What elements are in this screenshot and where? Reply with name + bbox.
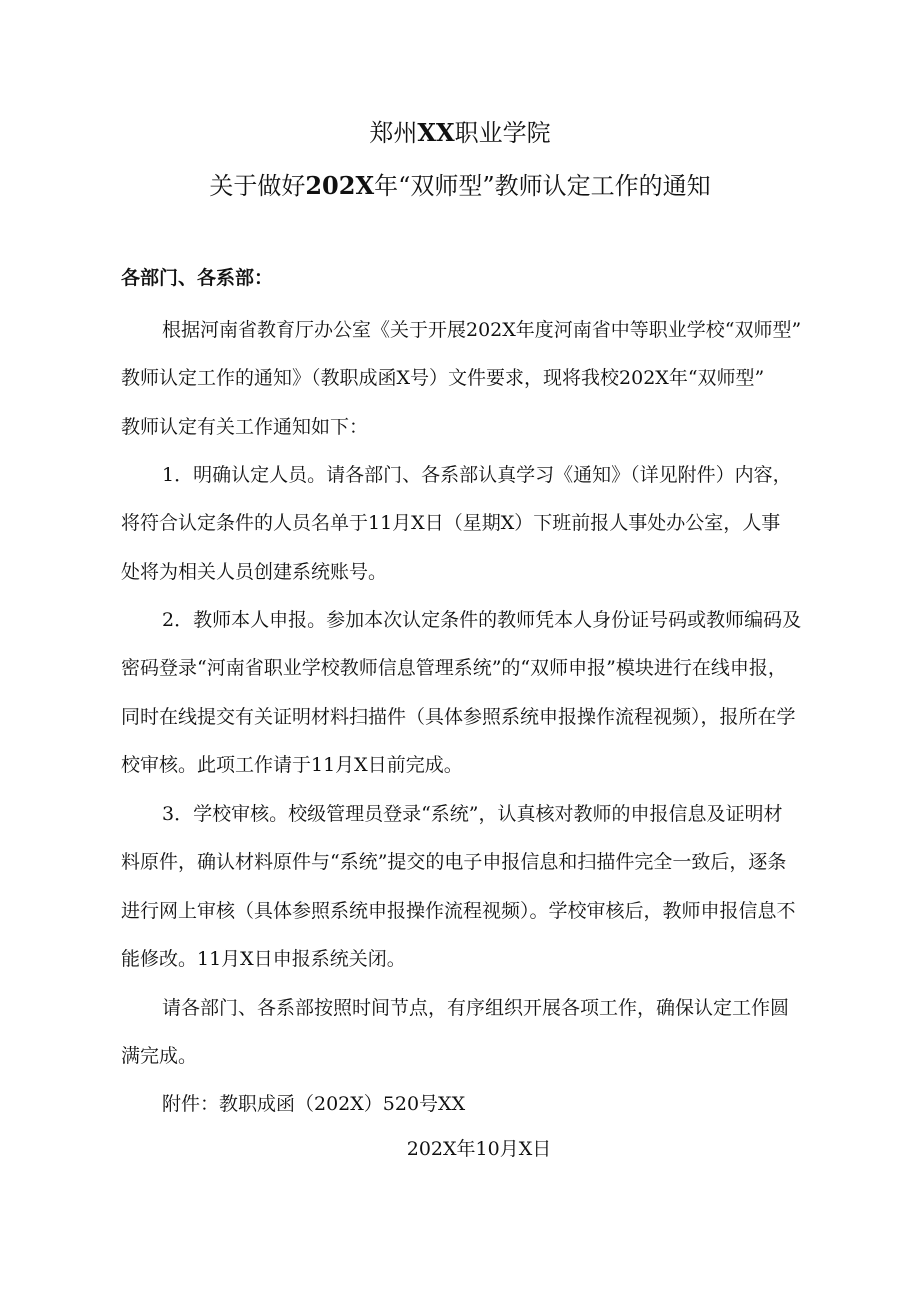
title-1-suffix: 职业学院 (454, 119, 551, 147)
item-2-line: 校审核。此项工作请于11月X日前完成。 (121, 754, 463, 777)
item-3-paragraph (121, 790, 841, 984)
item-3-line: 料原件，确认材料原件与“系统”提交的电子申报信息和扫描件完全一致后，逐条 (121, 851, 787, 874)
item-1-line: 处将为相关人员创建系统账号。 (121, 560, 388, 583)
document-date: 202X年10月X日 (406, 1138, 552, 1160)
intro-line: 教师认定工作的通知》（教职成函X号）文件要求，现将我校202X年“双师型” (121, 367, 765, 390)
item-2-line: 2．教师本人申报。参加本次认定条件的教师凭本人身份证号码或教师编码及 (162, 609, 802, 631)
document-title-line-1 (0, 118, 920, 148)
closing-line: 满完成。 (121, 1045, 198, 1068)
document-title-line-2 (0, 171, 920, 201)
attachment-note (121, 1080, 841, 1128)
closing-paragraph (121, 984, 841, 1081)
item-1-line: 将符合认定条件的人员名单于11月X日（星期X）下班前报人事处办公室，人事 (121, 512, 781, 535)
intro-paragraph (121, 306, 841, 451)
intro-line: 教师认定有关工作通知如下： (121, 415, 369, 438)
item-2-line: 同时在线提交有关证明材料扫描件（具体参照系统申报操作流程视频），报所在学 (121, 705, 796, 728)
title-1-bold: XX (417, 118, 455, 147)
title-2-suffix: 年“双师型”教师认定工作的通知 (374, 172, 711, 200)
salutation: 各部门、各系部： (121, 267, 274, 289)
title-1-prefix: 郑州 (369, 119, 418, 147)
item-1-paragraph (121, 451, 841, 596)
title-2-prefix: 关于做好 (209, 172, 306, 200)
item-2-line: 密码登录“河南省职业学校教师信息管理系统”的“双师申报”模块进行在线申报， (121, 657, 787, 680)
closing-line: 请各部门、各系部按照时间节点，有序组织开展各项工作，确保认定工作圆 (162, 997, 790, 1019)
item-2-paragraph (121, 596, 841, 790)
intro-line: 根据河南省教育厅办公室《关于开展202X年度河南省中等职业学校“双师型” (162, 319, 802, 341)
item-3-line: 3．学校审核。校级管理员登录“系统”，认真核对教师的申报信息及证明材 (162, 803, 783, 825)
item-3-line: 进行网上审核（具体参照系统申报操作流程视频）。学校审核后，教师申报信息不 (121, 899, 796, 922)
item-3-line: 能修改。11月X日申报系统关闭。 (121, 948, 406, 971)
attachment-line: 附件：教职成函（202X）520号XX (162, 1093, 466, 1115)
title-2-bold: 202X (305, 171, 375, 200)
item-1-line: 1．明确认定人员。请各部门、各系部认真学习《通知》（详见附件）内容， (162, 464, 792, 486)
